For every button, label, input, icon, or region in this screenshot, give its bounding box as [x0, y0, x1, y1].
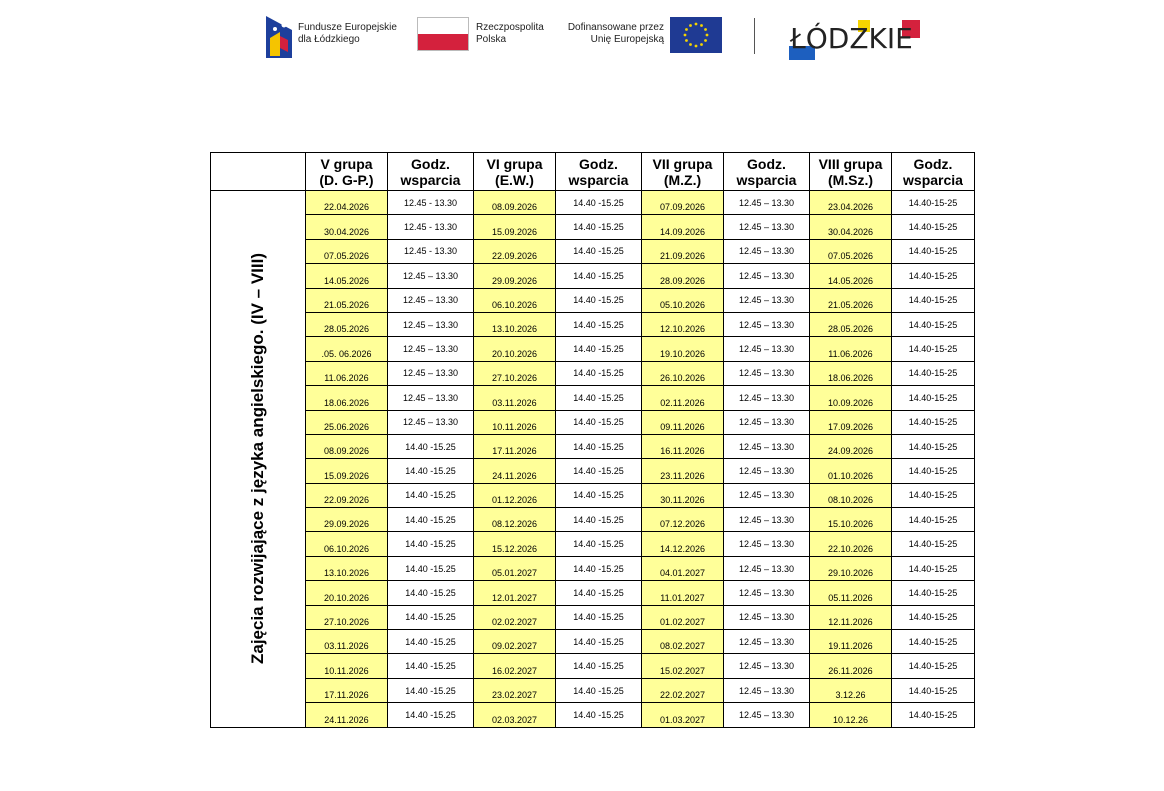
date-cell: 24.11.2026	[474, 459, 556, 483]
hours-cell: 14.40-15-25	[892, 239, 975, 263]
hours-cell: 12.45 – 13.30	[388, 361, 474, 385]
date-cell: 25.06.2026	[306, 410, 388, 434]
hours-cell: 14.40 -15.25	[556, 410, 642, 434]
date-cell: 02.02.2027	[474, 605, 556, 629]
hours-cell: 12.45 - 13.30	[388, 239, 474, 263]
eu-line2: Unię Europejską	[590, 34, 664, 45]
date-cell: 08.12.2026	[474, 508, 556, 532]
date-cell: 29.09.2026	[474, 264, 556, 288]
hours-cell: 12.45 – 13.30	[724, 215, 810, 239]
table-row	[211, 386, 975, 410]
hours-cell: 14.40 -15.25	[556, 630, 642, 654]
hours-cell: 12.45 – 13.30	[724, 312, 810, 336]
table-row	[211, 556, 975, 580]
hours-cell: 12.45 – 13.30	[724, 191, 810, 215]
hours-cell: 14.40 -15.25	[388, 459, 474, 483]
date-cell: 14.09.2026	[642, 215, 724, 239]
hours-cell: 14.40 -15.25	[388, 605, 474, 629]
pl-line1: Rzeczpospolita	[476, 22, 544, 33]
table-row	[211, 630, 975, 654]
lodzkie-logo	[786, 18, 922, 60]
table-row	[211, 239, 975, 263]
hours-cell: 14.40-15-25	[892, 459, 975, 483]
hours-cell: 14.40 -15.25	[556, 459, 642, 483]
hours-cell: 14.40 -15.25	[388, 508, 474, 532]
hours-cell: 12.45 – 13.30	[724, 239, 810, 263]
date-cell: 21.05.2026	[810, 288, 892, 312]
header-line1: VI grupa	[486, 155, 543, 172]
header-line2: (E.W.)	[495, 171, 534, 188]
hours-cell: 14.40 -15.25	[556, 483, 642, 507]
table-row	[211, 703, 975, 727]
date-cell: 14.05.2026	[306, 264, 388, 288]
fe-line1: Fundusze Europejskie	[298, 22, 397, 33]
hours-cell: 14.40-15-25	[892, 581, 975, 605]
eu-flag-icon	[670, 17, 722, 53]
date-cell: 11.06.2026	[306, 361, 388, 385]
hours-cell: 14.40-15-25	[892, 532, 975, 556]
date-cell: 23.11.2026	[642, 459, 724, 483]
table-row	[211, 215, 975, 239]
date-cell: 28.09.2026	[642, 264, 724, 288]
date-cell: 22.10.2026	[810, 532, 892, 556]
table-row	[211, 459, 975, 483]
header-group-5	[306, 153, 388, 191]
date-cell: 18.06.2026	[306, 386, 388, 410]
header-line2: (M.Sz.)	[827, 171, 874, 188]
date-cell: 29.10.2026	[810, 556, 892, 580]
date-cell: 05.01.2027	[474, 556, 556, 580]
hours-cell: 12.45 – 13.30	[724, 386, 810, 410]
date-cell: 17.09.2026	[810, 410, 892, 434]
date-cell: 05.10.2026	[642, 288, 724, 312]
hours-cell: 12.45 – 13.30	[724, 703, 810, 727]
hours-cell: 12.45 – 13.30	[388, 312, 474, 336]
date-cell: 01.03.2027	[642, 703, 724, 727]
date-cell: 07.12.2026	[642, 508, 724, 532]
hours-cell: 14.40 -15.25	[388, 556, 474, 580]
hours-cell: 14.40-15-25	[892, 703, 975, 727]
date-cell: 15.09.2026	[306, 459, 388, 483]
hours-cell: 14.40 -15.25	[388, 703, 474, 727]
header-line2: wsparcia	[736, 171, 797, 188]
date-cell: 08.02.2027	[642, 630, 724, 654]
table-row	[211, 264, 975, 288]
hours-cell: 14.40 -15.25	[556, 605, 642, 629]
hours-cell: 14.40 -15.25	[388, 483, 474, 507]
header-group-8	[810, 153, 892, 191]
date-cell: 21.09.2026	[642, 239, 724, 263]
lodzkie-wordmark: ŁÓDZKIE	[790, 22, 913, 55]
hours-cell: 12.45 – 13.30	[724, 654, 810, 678]
hours-cell: 14.40-15-25	[892, 288, 975, 312]
date-cell: 01.02.2027	[642, 605, 724, 629]
date-cell: 28.05.2026	[306, 312, 388, 336]
hours-cell: 14.40 -15.25	[388, 678, 474, 702]
hours-cell: 12.45 – 13.30	[724, 288, 810, 312]
hours-cell: 14.40 -15.25	[388, 532, 474, 556]
side-label-cell	[211, 191, 306, 728]
date-cell: 07.05.2026	[306, 239, 388, 263]
header-row	[211, 153, 975, 191]
hours-cell: 12.45 – 13.30	[388, 410, 474, 434]
hours-cell: 14.40-15-25	[892, 630, 975, 654]
hours-cell: 14.40 -15.25	[556, 703, 642, 727]
hours-cell: 14.40 -15.25	[556, 581, 642, 605]
date-cell: 03.11.2026	[474, 386, 556, 410]
hours-cell: 14.40-15-25	[892, 605, 975, 629]
rzeczpospolita-text	[476, 22, 544, 46]
date-cell: 20.10.2026	[306, 581, 388, 605]
hours-cell: 14.40 -15.25	[556, 361, 642, 385]
date-cell: 26.11.2026	[810, 654, 892, 678]
hours-cell: 12.45 – 13.30	[388, 288, 474, 312]
date-cell: 16.02.2027	[474, 654, 556, 678]
header-hours	[388, 153, 474, 191]
header-line2: wsparcia	[903, 171, 963, 188]
poland-flag-icon	[417, 17, 469, 51]
hours-cell: 12.45 – 13.30	[724, 483, 810, 507]
hours-cell: 14.40-15-25	[892, 215, 975, 239]
table-row	[211, 434, 975, 458]
schedule-table	[210, 152, 975, 728]
date-cell: 08.09.2026	[306, 434, 388, 458]
hours-cell: 12.45 – 13.30	[724, 605, 810, 629]
hours-cell: 14.40-15-25	[892, 191, 975, 215]
date-cell: 07.05.2026	[810, 239, 892, 263]
hours-cell: 12.45 - 13.30	[388, 191, 474, 215]
date-cell: 28.05.2026	[810, 312, 892, 336]
date-cell: 16.11.2026	[642, 434, 724, 458]
date-cell: 14.05.2026	[810, 264, 892, 288]
header-group-7	[642, 153, 724, 191]
fundusze-europejskie-logo-icon	[266, 16, 292, 58]
hours-cell: 12.45 – 13.30	[724, 556, 810, 580]
date-cell: 12.01.2027	[474, 581, 556, 605]
date-cell: 17.11.2026	[306, 678, 388, 702]
date-cell: 11.06.2026	[810, 337, 892, 361]
header-line1: Godz.	[913, 155, 953, 172]
date-cell: 08.09.2026	[474, 191, 556, 215]
hours-cell: 12.45 – 13.30	[724, 264, 810, 288]
date-cell: 24.09.2026	[810, 434, 892, 458]
date-cell: 15.10.2026	[810, 508, 892, 532]
date-cell: 13.10.2026	[474, 312, 556, 336]
date-cell: 11.01.2027	[642, 581, 724, 605]
hours-cell: 14.40 -15.25	[556, 239, 642, 263]
date-cell: 09.02.2027	[474, 630, 556, 654]
hours-cell: 14.40-15-25	[892, 654, 975, 678]
hours-cell: 12.45 – 13.30	[724, 459, 810, 483]
header-line1: Godz.	[747, 155, 786, 172]
fe-line2: dla Łódzkiego	[298, 34, 360, 45]
date-cell: 22.02.2027	[642, 678, 724, 702]
table-row	[211, 191, 975, 215]
hours-cell: 12.45 – 13.30	[724, 630, 810, 654]
date-cell: 27.10.2026	[306, 605, 388, 629]
header-hours	[724, 153, 810, 191]
hours-cell: 12.45 – 13.30	[388, 337, 474, 361]
hours-cell: 12.45 – 13.30	[724, 508, 810, 532]
date-cell: 22.09.2026	[306, 483, 388, 507]
hours-cell: 12.45 – 13.30	[724, 337, 810, 361]
hours-cell: 14.40-15-25	[892, 678, 975, 702]
date-cell: 03.11.2026	[306, 630, 388, 654]
header-line2: wsparcia	[568, 171, 629, 188]
table-row	[211, 483, 975, 507]
hours-cell: 14.40 -15.25	[556, 556, 642, 580]
logo-divider	[754, 18, 755, 54]
hours-cell: 14.40 -15.25	[556, 215, 642, 239]
header-line1: V grupa	[320, 155, 373, 172]
header-hours	[556, 153, 642, 191]
table-row	[211, 654, 975, 678]
hours-cell: 12.45 – 13.30	[724, 532, 810, 556]
date-cell: 19.10.2026	[642, 337, 724, 361]
eu-funding-text	[566, 22, 664, 46]
hours-cell: 14.40 -15.25	[556, 386, 642, 410]
date-cell: 12.11.2026	[810, 605, 892, 629]
hours-cell: 12.45 - 13.30	[388, 215, 474, 239]
date-cell: 10.12.26	[810, 703, 892, 727]
date-cell: 30.04.2026	[810, 215, 892, 239]
hours-cell: 14.40 -15.25	[556, 678, 642, 702]
date-cell: 15.12.2026	[474, 532, 556, 556]
hours-cell: 14.40 -15.25	[388, 581, 474, 605]
date-cell: 22.04.2026	[306, 191, 388, 215]
date-cell: 09.11.2026	[642, 410, 724, 434]
date-cell: 12.10.2026	[642, 312, 724, 336]
table-row	[211, 508, 975, 532]
hours-cell: 14.40 -15.25	[556, 532, 642, 556]
side-label: Zajęcia rozwijające z języka angielskiego. (IV – VIII)	[248, 253, 267, 665]
date-cell: .05. 06.2026	[306, 337, 388, 361]
table-row	[211, 605, 975, 629]
hours-cell: 14.40 -15.25	[556, 288, 642, 312]
hours-cell: 14.40-15-25	[892, 434, 975, 458]
header-line2: (M.Z.)	[663, 171, 702, 188]
table-row	[211, 361, 975, 385]
hours-cell: 14.40 -15.25	[556, 264, 642, 288]
date-cell: 01.12.2026	[474, 483, 556, 507]
table-row	[211, 410, 975, 434]
table-row	[211, 532, 975, 556]
date-cell: 20.10.2026	[474, 337, 556, 361]
fundusze-europejskie-text	[298, 22, 397, 46]
hours-cell: 14.40-15-25	[892, 361, 975, 385]
date-cell: 30.04.2026	[306, 215, 388, 239]
header-hours	[892, 153, 975, 191]
date-cell: 04.01.2027	[642, 556, 724, 580]
header-line1: Godz.	[411, 155, 450, 172]
header-corner	[211, 153, 306, 191]
date-cell: 29.09.2026	[306, 508, 388, 532]
logo-bar	[0, 12, 1164, 62]
date-cell: 10.11.2026	[306, 654, 388, 678]
hours-cell: 12.45 – 13.30	[724, 581, 810, 605]
table-row	[211, 312, 975, 336]
date-cell: 24.11.2026	[306, 703, 388, 727]
date-cell: 02.11.2026	[642, 386, 724, 410]
header-line2: (D. G-P.)	[319, 171, 374, 188]
header-line1: VIII grupa	[818, 155, 883, 172]
hours-cell: 14.40-15-25	[892, 337, 975, 361]
date-cell: 08.10.2026	[810, 483, 892, 507]
date-cell: 07.09.2026	[642, 191, 724, 215]
hours-cell: 14.40-15-25	[892, 386, 975, 410]
hours-cell: 14.40 -15.25	[388, 434, 474, 458]
date-cell: 30.11.2026	[642, 483, 724, 507]
date-cell: 05.11.2026	[810, 581, 892, 605]
date-cell: 15.02.2027	[642, 654, 724, 678]
hours-cell: 14.40 -15.25	[556, 337, 642, 361]
hours-cell: 12.45 – 13.30	[724, 434, 810, 458]
date-cell: 10.11.2026	[474, 410, 556, 434]
date-cell: 01.10.2026	[810, 459, 892, 483]
date-cell: 23.04.2026	[810, 191, 892, 215]
eu-line1: Dofinansowane przez	[567, 22, 664, 33]
hours-cell: 14.40-15-25	[892, 264, 975, 288]
table-row	[211, 288, 975, 312]
hours-cell: 14.40 -15.25	[556, 654, 642, 678]
table-row	[211, 678, 975, 702]
hours-cell: 14.40 -15.25	[388, 630, 474, 654]
date-cell: 27.10.2026	[474, 361, 556, 385]
hours-cell: 14.40-15-25	[892, 312, 975, 336]
hours-cell: 12.45 – 13.30	[724, 678, 810, 702]
table-row	[211, 337, 975, 361]
date-cell: 06.10.2026	[306, 532, 388, 556]
date-cell: 21.05.2026	[306, 288, 388, 312]
date-cell: 19.11.2026	[810, 630, 892, 654]
date-cell: 10.09.2026	[810, 386, 892, 410]
hours-cell: 14.40 -15.25	[556, 312, 642, 336]
hours-cell: 12.45 – 13.30	[388, 386, 474, 410]
date-cell: 18.06.2026	[810, 361, 892, 385]
date-cell: 17.11.2026	[474, 434, 556, 458]
table-row	[211, 581, 975, 605]
hours-cell: 14.40 -15.25	[556, 434, 642, 458]
hours-cell: 14.40 -15.25	[556, 191, 642, 215]
hours-cell: 14.40-15-25	[892, 508, 975, 532]
date-cell: 22.09.2026	[474, 239, 556, 263]
hours-cell: 14.40 -15.25	[388, 654, 474, 678]
hours-cell: 12.45 – 13.30	[388, 264, 474, 288]
hours-cell: 14.40-15-25	[892, 556, 975, 580]
hours-cell: 14.40-15-25	[892, 483, 975, 507]
header-line1: Godz.	[579, 155, 618, 172]
header-line2: wsparcia	[400, 171, 461, 188]
date-cell: 15.09.2026	[474, 215, 556, 239]
date-cell: 13.10.2026	[306, 556, 388, 580]
hours-cell: 14.40 -15.25	[556, 508, 642, 532]
date-cell: 14.12.2026	[642, 532, 724, 556]
date-cell: 23.02.2027	[474, 678, 556, 702]
header-line1: VII grupa	[652, 155, 713, 172]
date-cell: 06.10.2026	[474, 288, 556, 312]
pl-line2: Polska	[476, 34, 507, 45]
hours-cell: 12.45 – 13.30	[724, 410, 810, 434]
date-cell: 02.03.2027	[474, 703, 556, 727]
date-cell: 3.12.26	[810, 678, 892, 702]
date-cell: 26.10.2026	[642, 361, 724, 385]
header-group-6	[474, 153, 556, 191]
hours-cell: 14.40-15-25	[892, 410, 975, 434]
hours-cell: 12.45 – 13.30	[724, 361, 810, 385]
